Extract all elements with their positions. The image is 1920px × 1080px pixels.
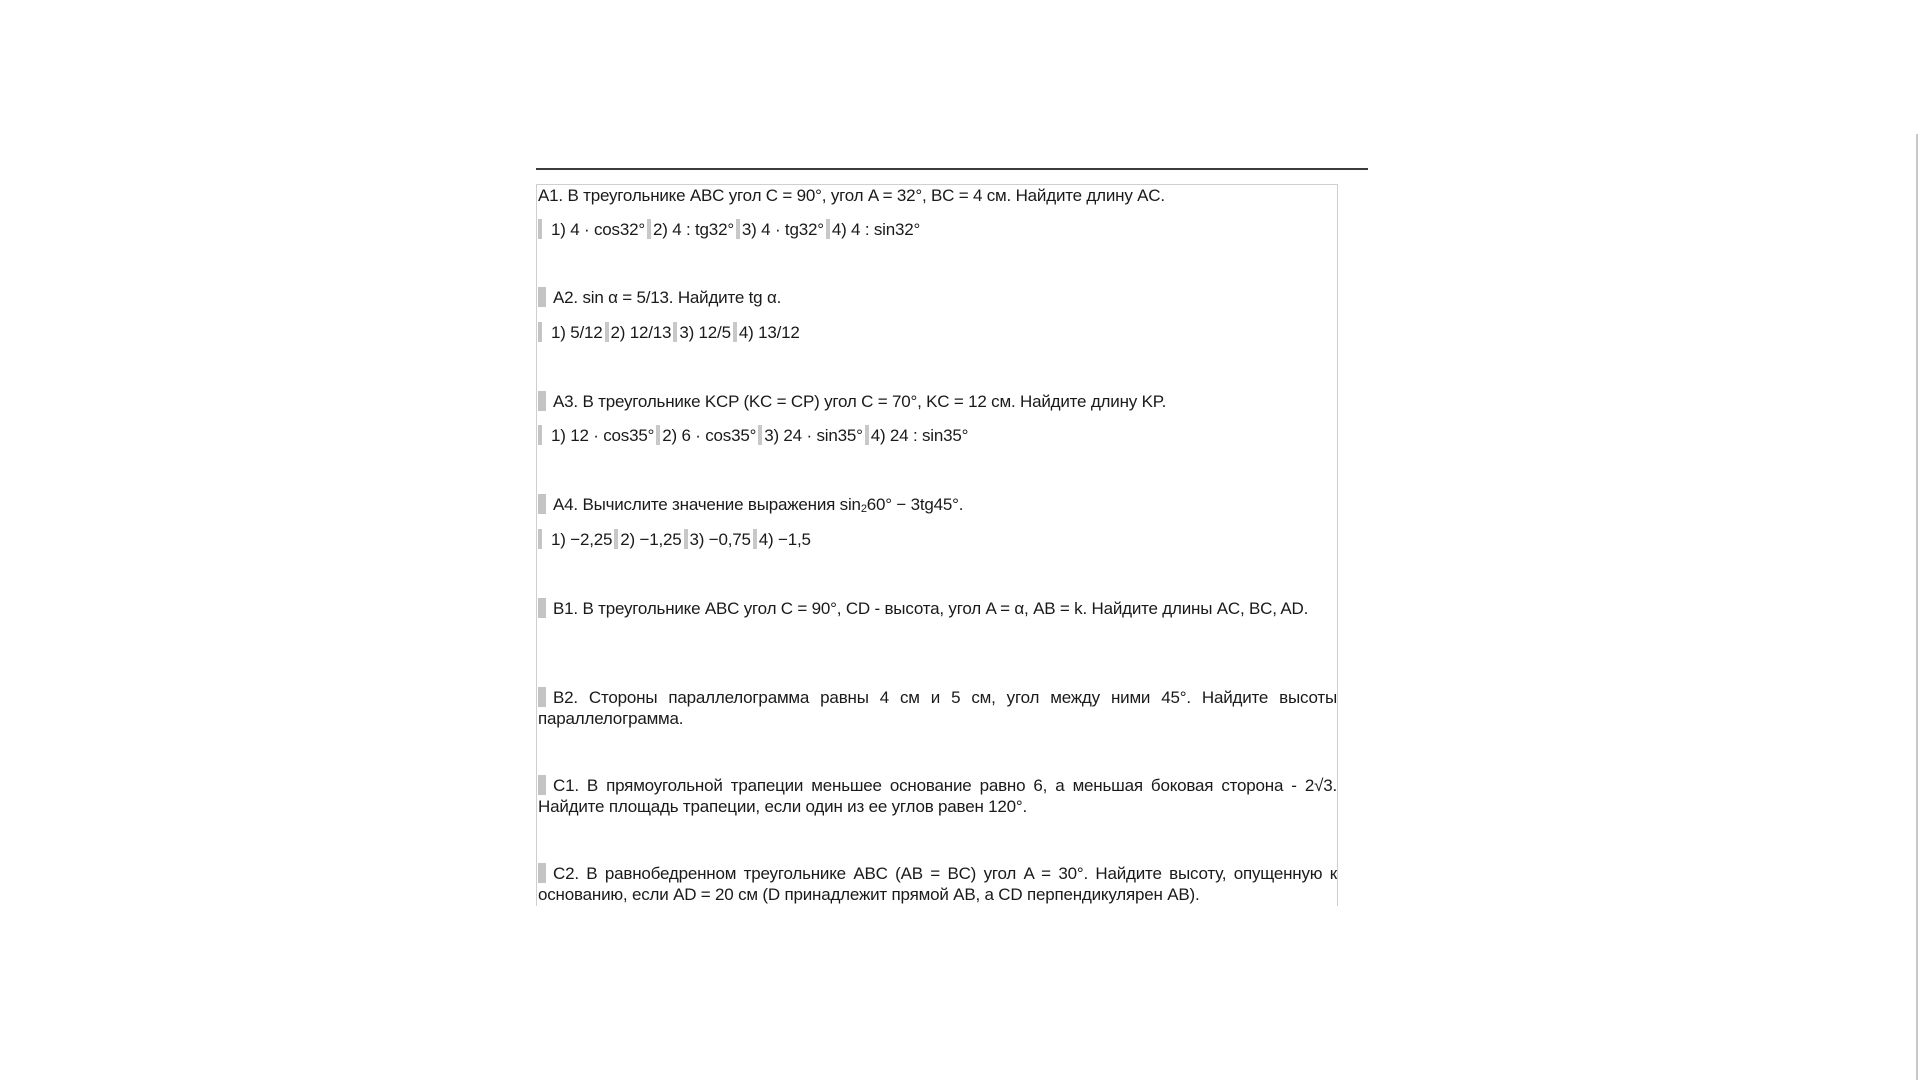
- option-separator: [614, 529, 618, 549]
- question-marker: [538, 598, 546, 618]
- question-b1: [538, 598, 1337, 619]
- option-separator: [753, 529, 757, 549]
- question-a3-options: [538, 425, 1337, 446]
- question-c1-text: C1. В прямоугольной трапеции меньшее основание равно 6, а меньшая боковая сторона - 2√3. Найдите площадь трапеции, если один из ее углов равен 120°.: [538, 776, 1337, 816]
- option-a3-4: 4) 24 : sin35°: [870, 426, 969, 445]
- option-a1-1: 1) 4 · cos32°: [551, 220, 645, 239]
- question-marker: [538, 775, 546, 795]
- option-a2-3: 3) 12/5: [679, 323, 731, 342]
- question-marker: [538, 287, 546, 307]
- question-a4-options: [538, 529, 1337, 550]
- option-a3-1: 1) 12 · cos35°: [551, 426, 655, 445]
- question-marker: [538, 391, 546, 411]
- option-a4-3: 3) −0,75: [689, 530, 751, 549]
- question-c1: [538, 775, 1337, 817]
- question-a4-exponent: 2: [860, 503, 867, 515]
- answer-marker: [538, 529, 542, 549]
- question-a3-text: A3. В треугольнике KCP (KC = CP) угол C = 70°, KC = 12 см. Найдите длину KP.: [553, 392, 1167, 411]
- option-a2-2: 2) 12/13: [610, 323, 672, 342]
- answer-marker: [538, 219, 542, 239]
- question-a4-text-start: A4. Вычислите значение выражения sin: [553, 495, 861, 514]
- answer-marker: [538, 425, 542, 445]
- question-a4-text: [553, 495, 963, 514]
- option-separator: [673, 322, 677, 342]
- question-a1-options: [538, 219, 1337, 240]
- option-separator: [684, 529, 688, 549]
- question-b2: [538, 687, 1337, 729]
- question-a4-text-end: 60° − 3tg45°.: [866, 495, 964, 514]
- question-marker: [538, 494, 546, 514]
- option-a1-3: 3) 4 · tg32°: [741, 220, 824, 239]
- question-marker: [538, 863, 546, 883]
- header-rule: [536, 168, 1368, 170]
- option-a1-4: 4) 4 : sin32°: [831, 220, 921, 239]
- question-c2-text: C2. В равнобедренном треугольнике ABC (AB = BC) угол A = 30°. Найдите высоту, опущенную к основанию, если AD = 20 см (D принадлежит прямой AB, а CD перпендикулярен AB).: [538, 864, 1337, 904]
- option-separator: [656, 425, 660, 445]
- option-a4-4: 4) −1,5: [758, 530, 811, 549]
- answer-marker: [538, 322, 542, 342]
- option-separator: [736, 219, 740, 239]
- question-a1: [538, 185, 1337, 206]
- option-a4-1: 1) −2,25: [551, 530, 613, 549]
- question-b2-text: B2. Стороны параллелограмма равны 4 см и 5 см, угол между ними 45°. Найдите высоты параллелограмма.: [538, 688, 1337, 728]
- question-b1-text: B1. В треугольнике ABC угол C = 90°, CD - высота, угол A = α, AB = k. Найдите длины AC, BC, AD.: [553, 599, 1309, 618]
- option-separator: [826, 219, 830, 239]
- option-a2-4: 4) 13/12: [738, 323, 800, 342]
- question-a1-text: A1. В треугольнике ABC угол C = 90°, угол A = 32°, BC = 4 см. Найдите длину AC.: [538, 186, 1165, 205]
- question-a2-text: A2. sin α = 5/13. Найдите tg α.: [553, 288, 782, 307]
- question-a2-options: [538, 322, 1337, 343]
- option-separator: [733, 322, 737, 342]
- option-a1-2: 2) 4 : tg32°: [652, 220, 734, 239]
- question-c2: [538, 863, 1337, 905]
- window-edge: [1916, 134, 1918, 1080]
- question-a4: [538, 494, 1337, 520]
- option-separator: [758, 425, 762, 445]
- question-marker: [538, 687, 546, 707]
- option-a2-1: 1) 5/12: [551, 323, 603, 342]
- option-a4-2: 2) −1,25: [620, 530, 682, 549]
- option-separator: [865, 425, 869, 445]
- option-separator: [647, 219, 651, 239]
- option-a3-3: 3) 24 · sin35°: [764, 426, 863, 445]
- option-separator: [605, 322, 609, 342]
- question-a3: [538, 391, 1337, 412]
- document-page: [536, 184, 1338, 906]
- option-a3-2: 2) 6 · cos35°: [662, 426, 757, 445]
- question-a2: [538, 287, 1337, 308]
